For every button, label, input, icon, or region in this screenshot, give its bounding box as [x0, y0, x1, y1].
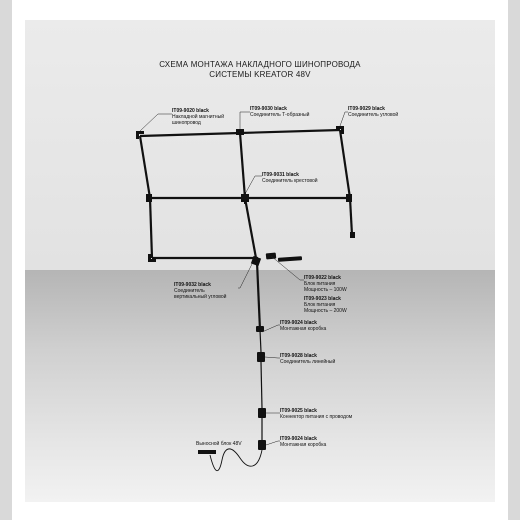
- supply-cable-upper: [260, 330, 261, 352]
- label-9029-desc: Соединитель угловой: [348, 112, 399, 118]
- supply-cable-middle: [261, 362, 262, 408]
- label-9025: [280, 408, 352, 420]
- label-9032-code: IT09-9032 black: [174, 282, 211, 288]
- label-9023-code: IT09-9023 black: [304, 296, 341, 302]
- label-9024-lower: [280, 436, 326, 448]
- label-9031: [262, 172, 318, 184]
- leader-9028: [265, 357, 280, 358]
- connectors: [136, 126, 355, 266]
- track-left-upper: [140, 136, 150, 198]
- t-connector-right-icon: [346, 194, 352, 202]
- t-connector-top-icon: [236, 129, 244, 135]
- external-power-unit-icon: [198, 450, 216, 454]
- leader-9030: [240, 112, 250, 129]
- label-9024-lower-desc: Монтажная коробка: [280, 442, 327, 448]
- power-supply-200w-icon: [278, 256, 302, 262]
- power-connector-icon: [258, 408, 266, 418]
- track-left-lower: [150, 198, 152, 258]
- label-9031-desc: Соединитель крестовой: [262, 178, 318, 184]
- leader-9032: [238, 262, 253, 288]
- external-unit-text: Выносной блок 48V: [196, 441, 242, 447]
- label-9022-desc-1: Блок питания: [304, 281, 336, 287]
- label-9032-desc-1: Соединитель: [174, 288, 205, 294]
- label-9032-desc-2: вертикальный угловой: [174, 294, 227, 300]
- leader-9020: [140, 114, 172, 131]
- label-9024-lower-code: IT09-9024 black: [280, 436, 317, 442]
- label-9030-code: IT09-9030 black: [250, 106, 287, 112]
- label-9029: [348, 106, 398, 118]
- label-9024-upper-desc: Монтажная коробка: [280, 326, 327, 332]
- power-cable-to-plug: [210, 449, 262, 471]
- label-9032: [174, 282, 226, 300]
- leader-9024-upper: [262, 325, 280, 332]
- leader-9031: [245, 176, 262, 194]
- vertical-track: [257, 262, 260, 330]
- t-connector-left-icon: [146, 194, 152, 202]
- track-top-right: [240, 130, 340, 133]
- track-right-lower: [350, 198, 352, 235]
- label-9028-desc: Соединитель линейный: [280, 359, 336, 365]
- label-9028-code: IT09-9028 black: [280, 353, 317, 359]
- linear-connector-icon: [257, 352, 265, 362]
- label-9030: [250, 106, 309, 118]
- mounting-box-upper-icon: [256, 326, 264, 332]
- label-9022-code: IT09-9022 black: [304, 275, 341, 281]
- label-9020: [172, 108, 224, 126]
- leader-9029: [340, 112, 348, 126]
- track-end-cap-icon: [350, 232, 355, 238]
- label-9020-desc-1: Накладной магнитный: [172, 114, 225, 120]
- track-center-upper: [240, 133, 245, 198]
- label-external-unit: [196, 441, 242, 447]
- leader-9024-lower: [266, 441, 280, 445]
- label-9025-desc: Коннектор питания с проводом: [280, 414, 353, 420]
- label-9029-code: IT09-9029 black: [348, 106, 385, 112]
- label-9020-desc-2: шинопровод: [172, 120, 201, 126]
- label-9024-upper-code: IT09-9024 black: [280, 320, 317, 326]
- mounting-box-lower-icon: [258, 440, 266, 450]
- label-9020-code: IT09-9020 black: [172, 108, 209, 114]
- label-9023: [304, 296, 347, 314]
- label-9023-desc-2: Мощность – 200W: [304, 308, 347, 314]
- label-9022: [304, 275, 347, 293]
- title-line-2: СИСТЕМЫ KREATOR 48V: [209, 70, 311, 79]
- label-9028: [280, 353, 335, 365]
- track-right-upper: [340, 130, 350, 198]
- track-center-lower: [245, 198, 256, 258]
- label-9030-desc: Соединитель Т-образный: [250, 112, 310, 118]
- label-9022-desc-2: Мощность – 100W: [304, 287, 347, 293]
- label-9023-desc-1: Блок питания: [304, 302, 336, 308]
- track-top-left: [140, 133, 240, 136]
- label-9031-code: IT09-9031 black: [262, 172, 299, 178]
- label-9025-code: IT09-9025 black: [280, 408, 317, 414]
- label-9024-upper: [280, 320, 326, 332]
- title-line-1: СХЕМА МОНТАЖА НАКЛАДНОГО ШИНОПРОВОДА: [159, 60, 361, 69]
